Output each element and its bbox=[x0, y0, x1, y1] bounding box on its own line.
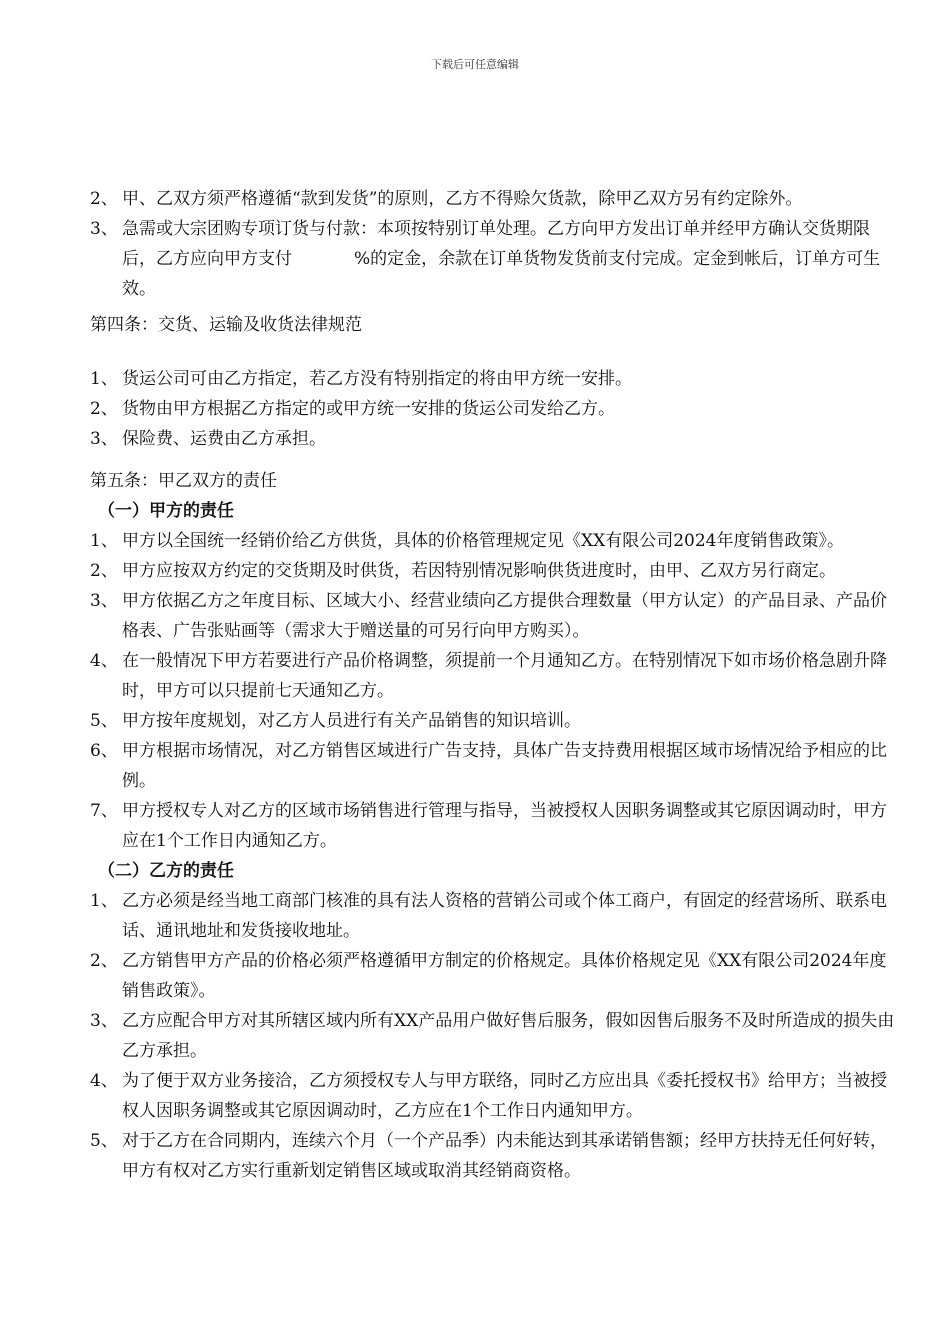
clause-item bbox=[90, 736, 900, 796]
clause-text: 乙方销售甲方产品的价格必须严格遵循甲方制定的价格规定。具体价格规定见《XX有限公司2024年度销售政策》。 bbox=[122, 951, 887, 1001]
article-4-title: 第四条：交货、运输及收货法律规范 bbox=[90, 315, 362, 335]
clause-text: 急需或大宗团购专项订货与付款：本项按特别订单处理。乙方向甲方发出订单并经甲方确认交货期限后，乙方应向甲方支付 bbox=[122, 219, 870, 269]
clause-number: 1、 bbox=[90, 531, 118, 551]
clause-number: 3、 bbox=[90, 429, 118, 449]
clause-number: 3、 bbox=[90, 591, 118, 611]
clause-number: 3、 bbox=[90, 1011, 118, 1031]
clause-number: 4、 bbox=[90, 1071, 118, 1091]
clause-item bbox=[90, 586, 900, 646]
clause-number: 2、 bbox=[90, 189, 118, 209]
document-body bbox=[90, 184, 900, 1186]
clause-item bbox=[90, 706, 900, 736]
clause-text: 甲、乙双方须严格遵循“款到发货”的原则，乙方不得赊欠货款，除甲乙双方另有约定除外。 bbox=[122, 189, 803, 209]
clause-number: 6、 bbox=[90, 741, 118, 761]
clause-text: 对于乙方在合同期内，连续六个月（一个产品季）内未能达到其承诺销售额；经甲方扶持无任何好转，甲方有权对乙方实行重新划定销售区域或取消其经销商资格。 bbox=[122, 1131, 887, 1181]
clause-item bbox=[90, 796, 900, 856]
clause-item bbox=[90, 1006, 900, 1066]
clause-item bbox=[90, 1126, 900, 1186]
clause-item bbox=[90, 214, 900, 304]
clause-item bbox=[90, 946, 900, 1006]
clause-text: 乙方必须是经当地工商部门核准的具有法人资格的营销公司或个体工商户，有固定的经营场所、联系电话、通讯地址和发货接收地址。 bbox=[122, 891, 887, 941]
clause-text: 在一般情况下甲方若要进行产品价格调整，须提前一个月通知乙方。在特别情况下如市场价格急剧升降时，甲方可以只提前七天通知乙方。 bbox=[122, 651, 887, 701]
clause-text: 货运公司可由乙方指定，若乙方没有特别指定的将由甲方统一安排。 bbox=[122, 369, 632, 389]
page-header-note: 下载后可任意编辑 bbox=[431, 58, 519, 71]
clause-text: 货物由甲方根据乙方指定的或甲方统一安排的货运公司发给乙方。 bbox=[122, 399, 615, 419]
clause-item bbox=[90, 886, 900, 946]
clause-text: %的定金，余款在订单货物发货前支付完成。定金到帐后，订单方可生效。 bbox=[122, 249, 881, 299]
clause-item bbox=[90, 394, 900, 424]
clause-number: 3、 bbox=[90, 219, 118, 239]
clause-number: 5、 bbox=[90, 711, 118, 731]
clause-item bbox=[90, 364, 900, 394]
clause-text: 甲方授权专人对乙方的区域市场销售进行管理与指导，当被授权人因职务调整或其它原因调动时，甲方应在1个工作日内通知乙方。 bbox=[122, 801, 887, 851]
clause-item bbox=[90, 526, 900, 556]
clause-number: 5、 bbox=[90, 1131, 118, 1151]
clause-text: 为了便于双方业务接洽，乙方须授权专人与甲方联络，同时乙方应出具《委托授权书》给甲方；当被授权人因职务调整或其它原因调动时，乙方应在1个工作日内通知甲方。 bbox=[122, 1071, 887, 1121]
clause-item bbox=[90, 424, 900, 454]
clause-number: 1、 bbox=[90, 369, 118, 389]
party-a-heading: （一）甲方的责任 bbox=[98, 501, 234, 521]
clause-number: 7、 bbox=[90, 801, 118, 821]
clause-item bbox=[90, 646, 900, 706]
clause-text: 甲方以全国统一经销价给乙方供货，具体的价格管理规定见《XX有限公司2024年度销售政策》。 bbox=[122, 531, 844, 551]
clause-number: 2、 bbox=[90, 951, 118, 971]
clause-text: 甲方根据市场情况，对乙方销售区域进行广告支持，具体广告支持费用根据区域市场情况给予相应的比例。 bbox=[122, 741, 887, 791]
clause-text: 保险费、运费由乙方承担。 bbox=[122, 429, 326, 449]
party-b-heading: （二）乙方的责任 bbox=[98, 861, 234, 881]
clause-text: 乙方应配合甲方对其所辖区域内所有XX产品用户做好售后服务，假如因售后服务不及时所造成的损失由乙方承担。 bbox=[122, 1011, 895, 1061]
clause-number: 4、 bbox=[90, 651, 118, 671]
clause-text: 甲方按年度规划，对乙方人员进行有关产品销售的知识培训。 bbox=[122, 711, 581, 731]
clause-text: 甲方依据乙方之年度目标、区域大小、经营业绩向乙方提供合理数量（甲方认定）的产品目录、产品价格表、广告张贴画等（需求大于赠送量的可另行向甲方购买）。 bbox=[122, 591, 887, 641]
clause-number: 2、 bbox=[90, 561, 118, 581]
clause-number: 1、 bbox=[90, 891, 118, 911]
clause-item bbox=[90, 556, 900, 586]
article-5-title: 第五条：甲乙双方的责任 bbox=[90, 471, 277, 491]
clause-number: 2、 bbox=[90, 399, 118, 419]
clause-item bbox=[90, 184, 900, 214]
clause-text: 甲方应按双方约定的交货期及时供货，若因特别情况影响供货进度时，由甲、乙双方另行商定。 bbox=[122, 561, 836, 581]
clause-item bbox=[90, 1066, 900, 1126]
